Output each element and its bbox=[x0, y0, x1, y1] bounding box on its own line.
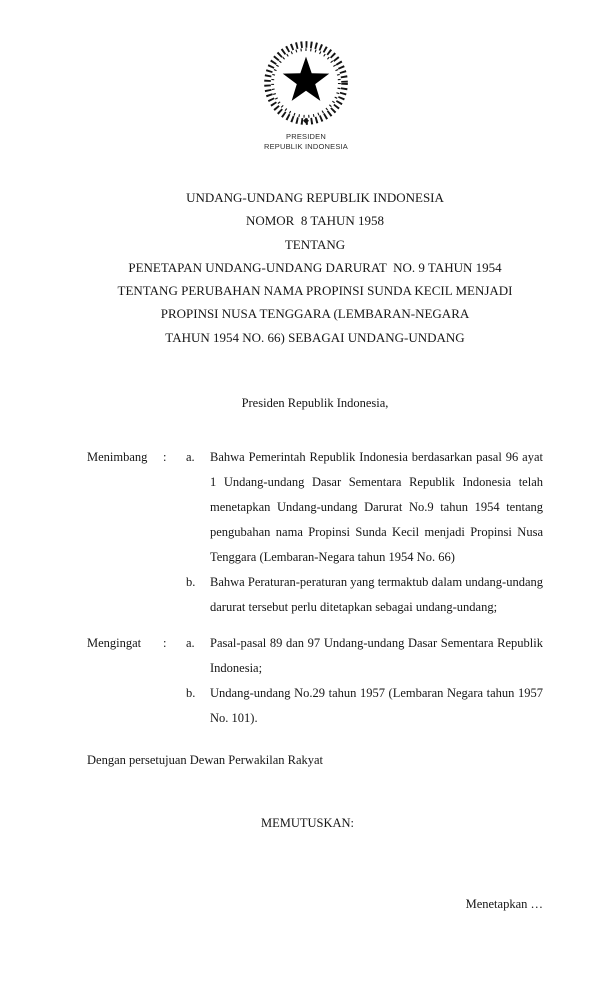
consideration-item bbox=[186, 681, 543, 731]
consideration-item bbox=[186, 445, 543, 570]
item-marker: a. bbox=[186, 636, 195, 650]
title-line: NOMOR 8 TAHUN 1958 bbox=[245, 213, 385, 229]
decision-heading: MEMUTUSKAN: bbox=[260, 816, 355, 830]
consideration-colon: : bbox=[163, 450, 167, 464]
letterhead-line-republik-indonesia: REPUBLIK INDONESIA bbox=[263, 141, 349, 151]
considerations-section bbox=[87, 445, 543, 731]
item-text: Pasal-pasal 89 dan 97 Undang-undang Dasar Sementara Republik Indonesia; bbox=[210, 636, 543, 675]
consideration-label: Menimbang bbox=[87, 450, 148, 464]
item-marker: b. bbox=[186, 575, 196, 589]
consideration-group-menimbang bbox=[87, 445, 543, 620]
item-marker: b. bbox=[186, 686, 196, 700]
consideration-items bbox=[186, 445, 543, 620]
title-line: TENTANG bbox=[284, 236, 346, 252]
title-line: PENETAPAN UNDANG-UNDANG DARURAT NO. 9 TAHUN 1954 bbox=[128, 259, 502, 275]
title-line: UNDANG-UNDANG REPUBLIK INDONESIA bbox=[186, 190, 444, 205]
letterhead-line-presiden: PRESIDEN bbox=[286, 132, 326, 141]
presidential-star-wreath-emblem-icon bbox=[259, 36, 353, 130]
item-text: Bahwa Pemerintah Republik Indonesia berdasarkan pasal 96 ayat 1 Undang-undang Dasar Sementara Republik Indonesia telah menetapkan Undang-undang Darurat No.9 tahun 1954 tentang pengubahan nama Propinsi Sunda Kecil menjadi Propinsi Nusa Tenggara (Lembaran-Negara tahun 1954 No. 66) bbox=[210, 450, 543, 564]
catchword-menetapkan: Menetapkan … bbox=[465, 897, 543, 911]
consideration-group-mengingat bbox=[87, 631, 543, 731]
consideration-item bbox=[186, 631, 543, 681]
preamble-opening: Presiden Republik Indonesia, bbox=[241, 396, 389, 410]
agreement-line: Dengan persetujuan Dewan Perwakilan Rakyat bbox=[87, 753, 324, 767]
consideration-colon: : bbox=[163, 636, 167, 650]
consideration-items bbox=[186, 631, 543, 731]
letterhead bbox=[0, 36, 612, 151]
title-line: PROPINSI NUSA TENGGARA (LEMBARAN-NEGARA bbox=[160, 306, 470, 322]
title-line: TENTANG PERUBAHAN NAMA PROPINSI SUNDA KECIL MENJADI bbox=[117, 283, 513, 299]
consideration-label: Mengingat bbox=[87, 636, 142, 650]
consideration-item bbox=[186, 570, 543, 620]
item-text: Bahwa Peraturan-peraturan yang termaktub dalam undang-undang darurat tersebut perlu ditetapkan sebagai undang-undang; bbox=[210, 575, 543, 614]
title-line: TAHUN 1954 NO. 66) SEBAGAI UNDANG-UNDANG bbox=[165, 329, 465, 345]
item-marker: a. bbox=[186, 450, 195, 464]
item-text: Undang-undang No.29 tahun 1957 (Lembaran Negara tahun 1957 No. 101). bbox=[210, 686, 543, 725]
document-title bbox=[87, 186, 543, 349]
